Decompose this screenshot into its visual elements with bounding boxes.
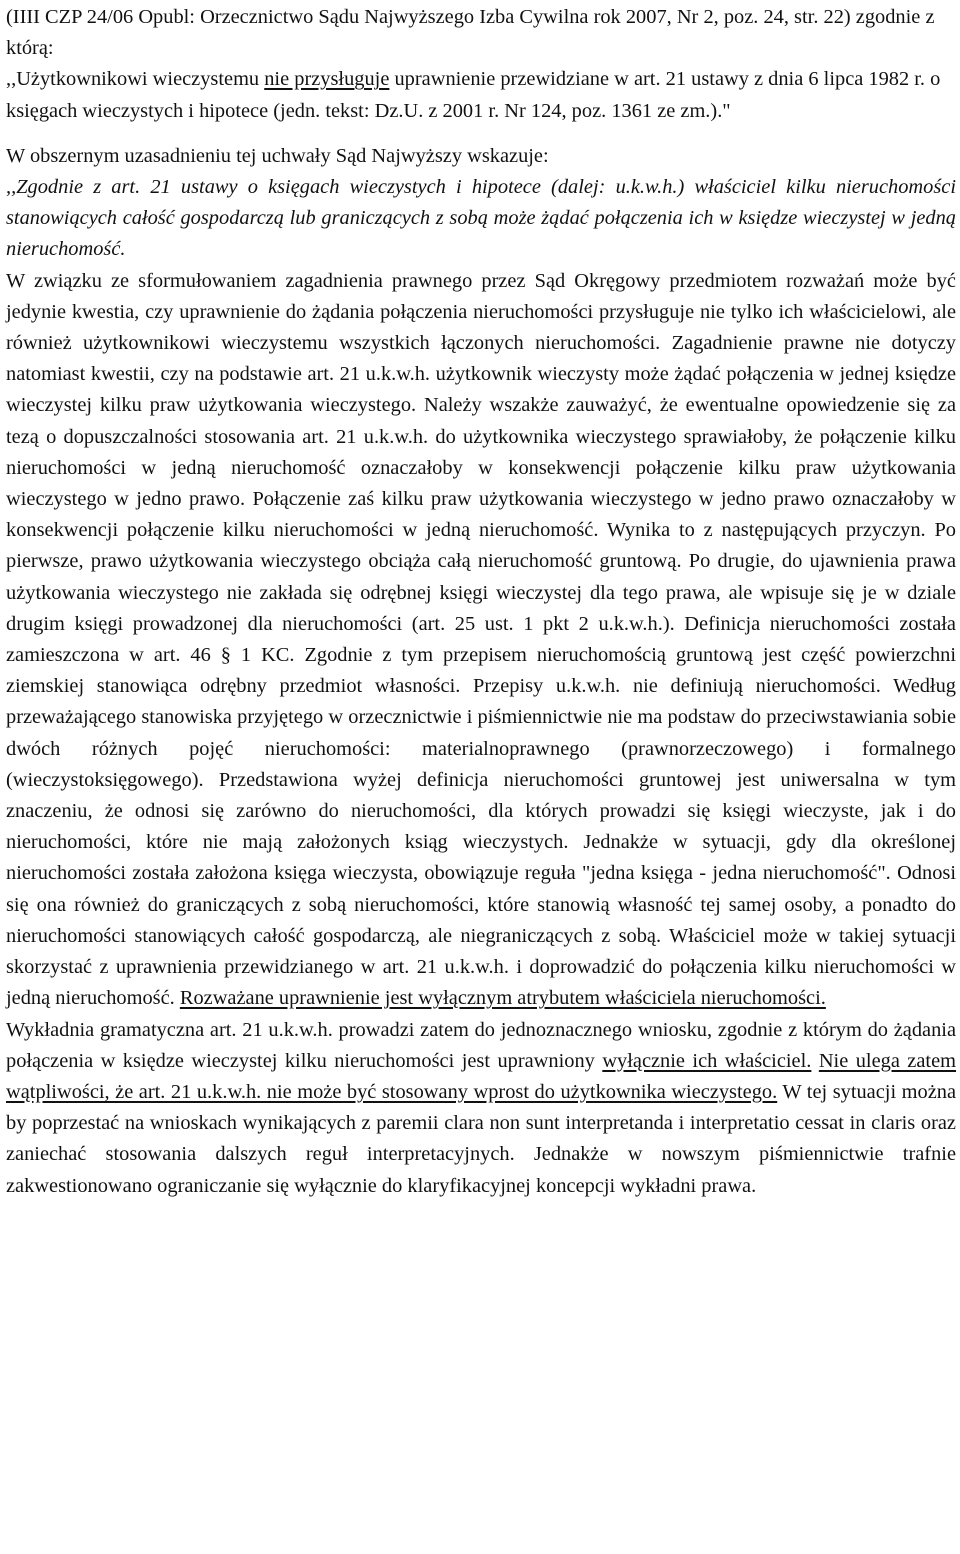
interpretation-underlined-2: Nie ulega zatem wątpliwości, że art. 21 u.k.w.h. nie może być stosowany wprost do użytkownika wieczystego. <box>6 1049 956 1103</box>
resolution-quote-rest: uprawnienie przewidziane w art. 21 ustawy z dnia 6 lipca 1982 r. o księgach wieczystych i hipotece (jedn. tekst: Dz.U. z 2001 r. Nr 124, poz. 1361 ze zm.)." <box>6 68 941 122</box>
interpretation-paragraph <box>6 1015 956 1202</box>
quote-art21-paragraph: ,,Zgodnie z art. 21 ustawy o księgach wieczystych i hipotece (dalej: u.k.w.h.) właściciel kilku nieruchomości stanowiących całość gospodarczą lub graniczących z sobą może żądać połączenia ich w księdze wieczystej w jedną nieruchomość. <box>6 176 956 261</box>
justification-intro: W obszernym uzasadnieniu tej uchwały Sąd Najwyższy wskazuje: <box>6 144 549 167</box>
intro-paragraph <box>6 2 956 127</box>
interpretation-underlined-1: wyłącznie ich właściciel. <box>602 1049 812 1072</box>
reasoning-paragraph <box>6 266 956 1015</box>
interpretation-text-3: W tej sytuacji można by poprzestać na wnioskach wynikających z paremii clara non sunt interpretanda i interpretatio cessat in claris oraz zaniechać stosowania dalszych reguł interpretacyjnych. Jednakże w nowszym piśmiennictwie trafnie zakwestionowano ograniczanie się wyłącznie do klaryfikacyjnej koncepcji wykładni prawa. <box>6 1080 956 1197</box>
reasoning-underlined: Rozważane uprawnienie jest wyłącznym atrybutem właściciela nieruchomości. <box>179 987 826 1010</box>
interpretation-text-2 <box>811 1050 818 1072</box>
interpretation-text-1: Wykładnia gramatyczna art. 21 u.k.w.h. prowadzi zatem do jednoznacznego wniosku, zgodnie z którym do żądania połączenia w księdze wieczystej kilku nieruchomości jest uprawniony <box>6 1018 956 1072</box>
document-page <box>6 2 956 1202</box>
resolution-quote-underlined: nie przysługuje <box>264 68 390 91</box>
resolution-quote-open: ,,Użytkownikowi wieczystemu <box>6 68 265 91</box>
intro-citation: (IIII CZP 24/06 Opubl: Orzecznictwo Sądu Najwyższego Izba Cywilna rok 2007, Nr 2, poz. 24, str. 22) zgodnie z którą: <box>6 6 935 60</box>
reasoning-text: W związku ze sformułowaniem zagadnienia prawnego przez Sąd Okręgowy przedmiotem rozważań może być jedynie kwestia, czy uprawnienie do żądania połączenia nieruchomości przysługuje nie tylko ich właścicielowi, ale również użytkownikowi wieczystemu wszystkich łączonych nieruchomości. Zagadnienie prawne nie dotyczy natomiast kwestii, czy na podstawie art. 21 u.k.w.h. użytkownik wieczysty może żądać połączenia w jednej księdze wieczystej kilku praw użytkowania wieczystego. Należy wszakże zauważyć, że ewentualne opowiedzenie się za tezą o dopuszczalności stosowania art. 21 u.k.w.h. do użytkownika wieczystego sprawiałoby, że połączenie kilku nieruchomości w jedną nieruchomość oznaczałoby w konsekwencji połączenie kilku praw użytkowania wieczystego w jedno prawo. Połączenie zaś kilku praw użytkowania wieczystego w jedno prawo oznaczałoby w konsekwencji połączenie kilku nieruchomości w jedną nieruchomość. Wynika to z następujących przyczyn. Po pierwsze, prawo użytkowania wieczystego obciąża całą nieruchomość gruntową. Po drugie, do ujawnienia prawa użytkowania wieczystego nie zakłada się odrębnej księgi wieczystej dla tego prawa, ale wpisuje się je w dziale drugim księgi prowadzonej dla nieruchomości (art. 25 ust. 1 pkt 2 u.k.w.h.). Definicja nieruchomości została zamieszczona w art. 46 § 1 KC. Zgodnie z tym przepisem nieruchomością gruntową jest część powierzchni ziemskiej stanowiąca odrębny przedmiot własności. Przepisy u.k.w.h. nie definiują nieruchomości. Według przeważającego stanowiska przyjętego w orzecznictwie i piśmiennictwie nie ma podstaw do przeciwstawiania sobie dwóch różnych pojęć nieruchomości: materialnoprawnego (prawnorzeczowego) i formalnego (wieczystoksięgowego). Przedstawiona wyżej definicja nieruchomości gruntowej jest uniwersalna w tym znaczeniu, że odnosi się zarówno do nieruchomości, dla których prowadzi się księgi wieczyste, jak i do nieruchomości, które nie mają założonych ksiąg wieczystych. Jednakże w sytuacji, gdy dla określonej nieruchomości została założona księga wieczysta, obowiązuje reguła "jedna księga - jedna nieruchomość". Odnosi się ona również do graniczących z sobą nieruchomości, które stanowią własność tej samej osoby, a ponadto do nieruchomości stanowiących całość gospodarczą, ale niegraniczących z sobą. Właściciel może w takiej sytuacji skorzystać z uprawnienia przewidzianego w art. 21 u.k.w.h. i doprowadzić do połączenia kilku nieruchomości w jedną nieruchomość. <box>6 269 956 1010</box>
